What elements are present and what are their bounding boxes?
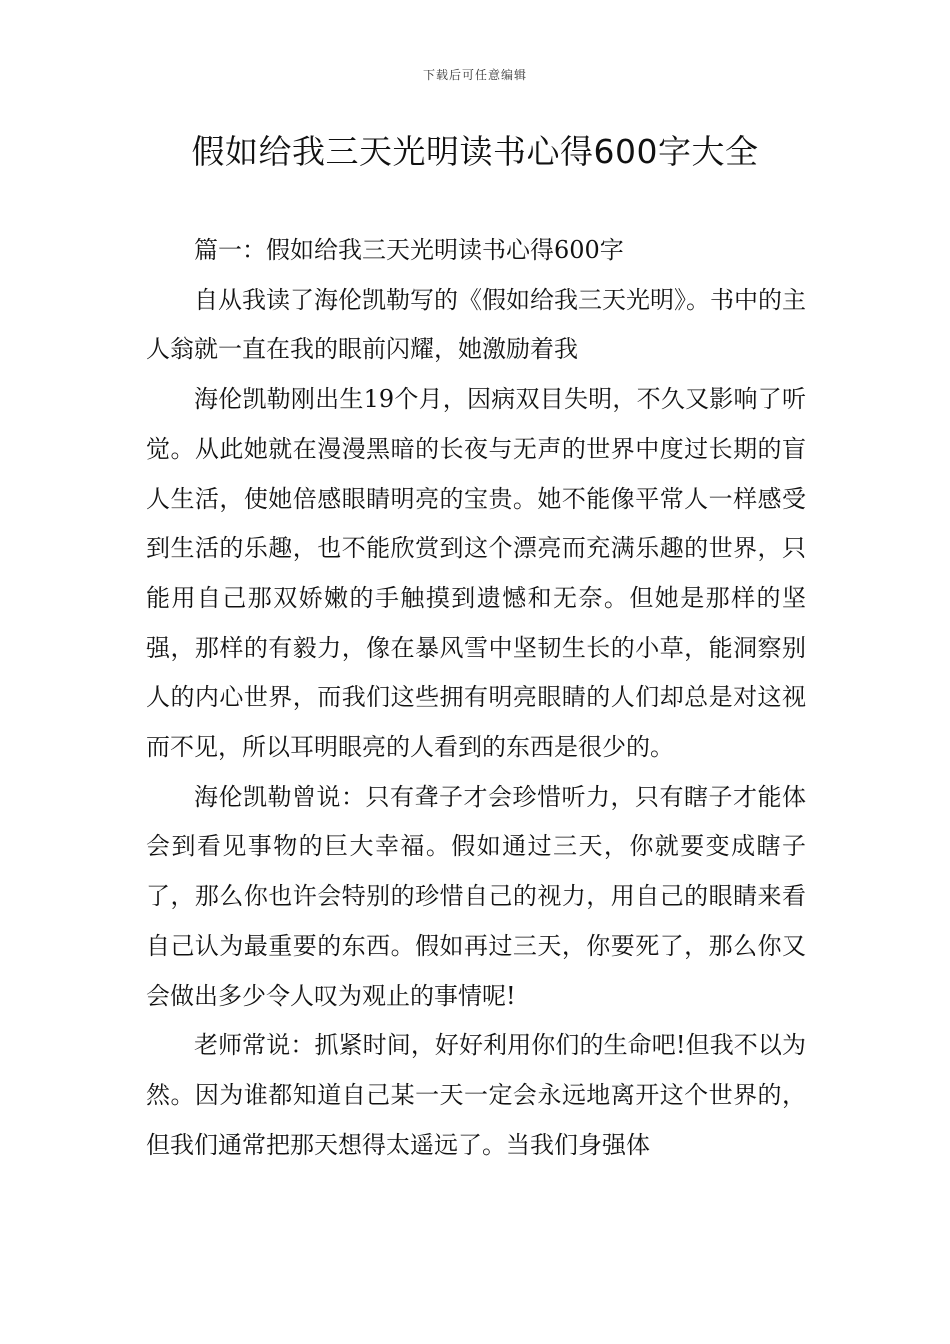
paragraph: 老师常说：抓紧时间，好好利用你们的生命吧!但我不以为然。因为谁都知道自己某一天一定会永远地离开这个世界的，但我们通常把那天想得太遥远了。当我们身强体 <box>146 1031 806 1159</box>
header-note: 下载后可任意编辑 <box>422 68 527 82</box>
paragraph: 海伦凯勒刚出生19个月，因病双目失明，不久又影响了听觉。从此她就在漫漫黑暗的长夜与无声的世界中度过长期的盲人生活，使她倍感眼睛明亮的宝贵。她不能像平常人一样感受到生活的乐趣，也不能欣赏到这个漂亮而充满乐趣的世界，只能用自己那双娇嫩的手触摸到遗憾和无奈。但她是那样的坚强，那样的有毅力，像在暴风雪中坚韧生长的小草，能洞察别人的内心世界，而我们这些拥有明亮眼睛的人们却总是对这视而不见，所以耳明眼亮的人看到的东西是很少的。 <box>146 385 806 762</box>
paragraph: 自从我读了海伦凯勒写的《假如给我三天光明》。书中的主人翁就一直在我的眼前闪耀，她激励着我 <box>146 285 806 364</box>
paragraph: 海伦凯勒曾说：只有聋子才会珍惜听力，只有瞎子才能体会到看见事物的巨大幸福。假如通过三天，你就要变成瞎子了，那么你也许会特别的珍惜自己的视力，用自己的眼睛来看自己认为最重要的东西。假如再过三天，你要死了，那么你又会做出多少令人叹为观止的事情呢! <box>146 782 806 1010</box>
document-title: 假如给我三天光明读书心得600字大全 <box>191 132 759 171</box>
document-body <box>146 226 806 1170</box>
paragraph: 篇一：假如给我三天光明读书心得600字 <box>194 236 624 264</box>
